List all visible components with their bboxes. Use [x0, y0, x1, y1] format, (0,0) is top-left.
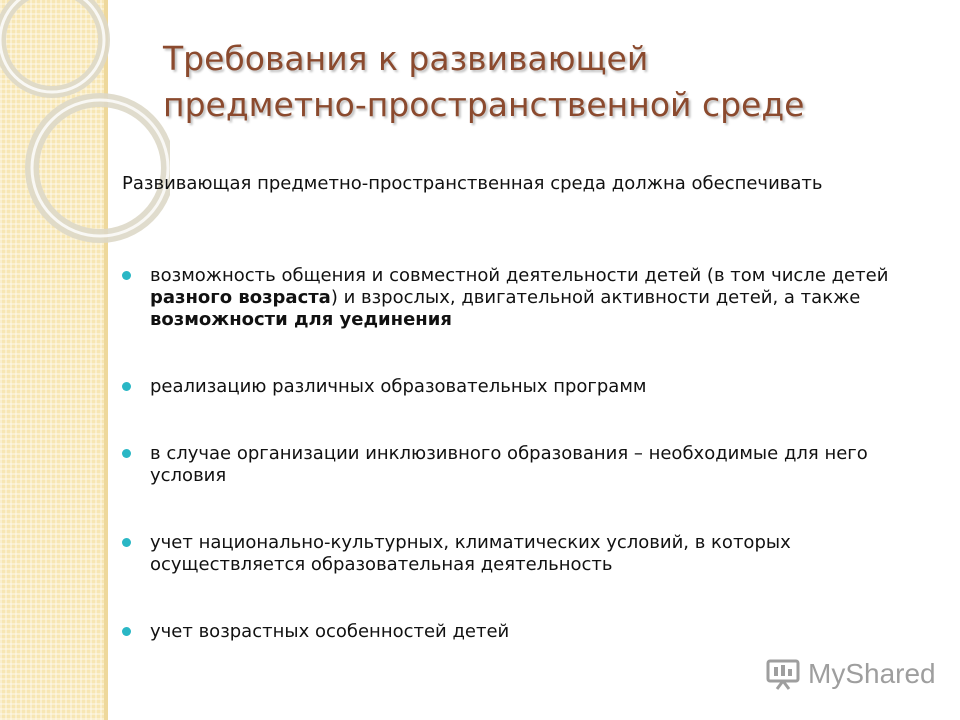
intro-text: Развивающая предметно-пространственная среда должна обеспечивать	[122, 173, 823, 194]
item-text: возможность общения и совместной деятельности детей (в том числе детей	[150, 265, 889, 286]
slide-title	[163, 36, 933, 128]
item-text: учет национально-культурных, климатических условий, в которых осуществляется образовательная деятельность	[150, 532, 791, 575]
bullet-dot-icon	[122, 538, 131, 547]
requirements-list	[122, 265, 922, 643]
list-item	[122, 532, 922, 576]
list-item	[122, 621, 922, 643]
slide-title-line: предметно-пространственной среде	[163, 85, 805, 124]
item-text: реализацию различных образовательных программ	[150, 376, 647, 397]
bullet-dot-icon	[122, 627, 131, 636]
list-item	[122, 265, 922, 331]
list-item	[122, 376, 922, 398]
bullet-dot-icon	[122, 271, 131, 280]
bullet-dot-icon	[122, 449, 131, 458]
item-text-bold: возможности для уединения	[150, 309, 452, 330]
item-text: ) и взрослых, двигательной активности детей, а также	[330, 287, 861, 308]
list-item	[122, 443, 922, 487]
item-text: учет возрастных особенностей детей	[150, 621, 510, 642]
item-text-bold: разного возраста	[150, 287, 331, 308]
item-text: в случае организации инклюзивного образования – необходимые для него условия	[150, 443, 868, 486]
watermark-logo	[766, 654, 936, 694]
bullet-dot-icon	[122, 382, 131, 391]
presentation-icon	[766, 657, 800, 691]
decorative-rings-graphic	[0, 0, 170, 250]
slide-title-line: Требования к развивающей	[163, 39, 649, 78]
watermark-text: MyShared	[808, 658, 936, 689]
